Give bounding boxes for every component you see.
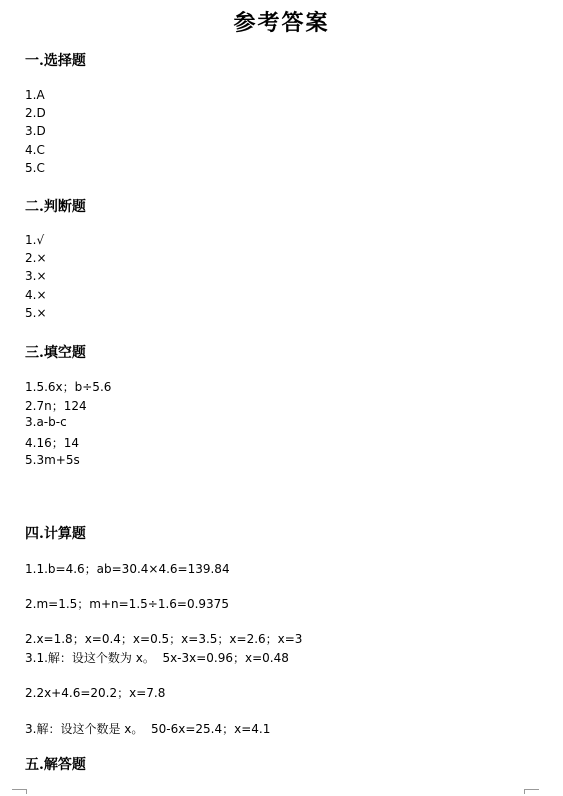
- answer-line: 5.3m+5s: [25, 453, 80, 467]
- answer-line: 1.5.6x；b÷5.6: [25, 380, 112, 394]
- section-heading-judgement: 二.判断题: [25, 199, 86, 215]
- answer-line: 5.C: [25, 161, 45, 175]
- page-title: 参考答案: [233, 10, 330, 36]
- answer-line: 4.C: [25, 143, 45, 157]
- section-heading-choice: 一.选择题: [25, 53, 86, 69]
- answer-line: 4.×: [25, 288, 47, 302]
- answer-line: 3.a-b-c: [25, 415, 67, 429]
- section-heading-word-problems: 五.解答题: [25, 757, 86, 773]
- answer-line: 3.D: [25, 124, 46, 138]
- answer-line: 4.16；14: [25, 436, 79, 450]
- answer-line: 2.m=1.5；m+n=1.5÷1.6=0.9375: [25, 597, 229, 611]
- answer-line: 1.A: [25, 88, 45, 102]
- section-heading-calculation: 四.计算题: [25, 526, 86, 542]
- section-heading-fill-blank: 三.填空题: [25, 345, 86, 361]
- answer-line: 5.×: [25, 306, 47, 320]
- answer-line: 1.1.b=4.6；ab=30.4×4.6=139.84: [25, 562, 230, 576]
- answer-line: 2.7n；124: [25, 399, 87, 413]
- answer-line: 3.解：设这个数是 x。 50-6x=25.4；x=4.1: [25, 722, 271, 736]
- page-corner-mark: [524, 789, 539, 794]
- answer-line: 3.1.解：设这个数为 x。 5x-3x=0.96；x=0.48: [25, 651, 289, 665]
- answer-line: 1.√: [25, 233, 45, 247]
- answer-line: 3.×: [25, 269, 47, 283]
- answer-line: 2.D: [25, 106, 46, 120]
- page-corner-mark: [12, 789, 27, 794]
- answer-line: 2.x=1.8；x=0.4；x=0.5；x=3.5；x=2.6；x=3: [25, 632, 303, 646]
- answer-line: 2.2x+4.6=20.2；x=7.8: [25, 686, 166, 700]
- answer-line: 2.×: [25, 251, 47, 265]
